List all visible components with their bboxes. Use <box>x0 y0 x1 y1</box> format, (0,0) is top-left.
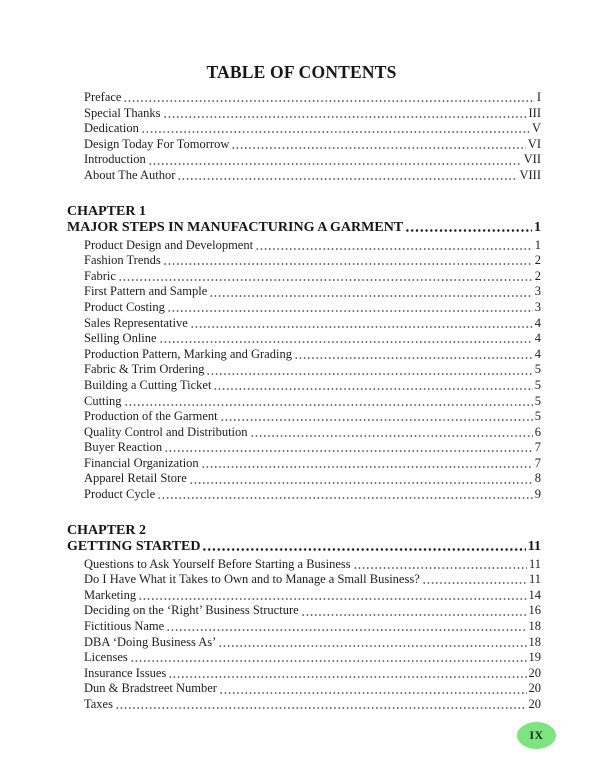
toc-entry <box>84 666 541 682</box>
toc-entry-page: 20 <box>528 697 541 711</box>
toc-leader-dots <box>207 284 535 300</box>
toc-leader-dots <box>216 635 528 651</box>
toc-entry-label: Product Design and Development <box>84 237 254 252</box>
toc-entry <box>84 168 541 184</box>
toc-leader-dots <box>403 220 534 236</box>
toc-entry <box>84 121 541 137</box>
toc-entry-label: Fashion Trends <box>84 253 161 268</box>
toc-entry-label: Preface <box>84 90 122 104</box>
toc-entry-page: 1 <box>534 237 541 252</box>
toc-entry <box>84 238 541 254</box>
toc-entry-label: Production Pattern, Marking and Grading <box>84 346 292 361</box>
toc-entry-label: Introduction <box>84 152 146 167</box>
toc-entry-page: 4 <box>534 331 541 346</box>
chapter-label: CHAPTER 1 <box>67 203 146 219</box>
toc-entry-page: 20 <box>528 681 541 696</box>
toc-entry-page: VI <box>527 136 541 151</box>
toc-leader-dots <box>164 619 528 635</box>
toc-leader-dots <box>248 425 535 441</box>
toc-entry <box>84 394 541 410</box>
toc-entry <box>84 572 541 588</box>
toc-entry-page: 20 <box>528 665 541 680</box>
page-number-badge <box>517 722 556 749</box>
chapter-title: GETTING STARTED <box>67 538 201 554</box>
toc-entry <box>84 269 541 285</box>
toc-entry-label: Quality Control and Distribution <box>84 424 248 439</box>
toc-leader-dots <box>211 378 534 394</box>
toc-entry <box>84 331 541 347</box>
toc-leader-dots <box>253 238 535 254</box>
toc-entry-label: Fictitious Name <box>84 619 165 634</box>
toc-leader-dots <box>155 487 535 503</box>
toc-entry-page: 7 <box>534 440 541 455</box>
chapter-title-row <box>67 539 541 555</box>
chapter-entries <box>0 238 603 503</box>
toc-entry-label: Deciding on the ‘Right’ Business Structure <box>84 603 299 618</box>
toc-leader-dots <box>136 588 528 604</box>
toc-entry-page: 4 <box>534 346 541 361</box>
toc-entry <box>84 300 541 316</box>
toc-entry-label: Sales Representative <box>84 315 188 330</box>
toc-leader-dots <box>122 394 535 410</box>
toc-entry <box>84 487 541 503</box>
toc-entry-page: 4 <box>534 315 541 330</box>
toc-entry-label: About The Author <box>84 167 176 182</box>
toc-entry-label: Selling Online <box>84 331 157 346</box>
toc-leader-dots <box>420 572 529 588</box>
toc-leader-dots <box>200 539 527 555</box>
toc-entry-label: Buyer Reaction <box>84 440 163 455</box>
toc-entry <box>84 316 541 332</box>
toc-entry <box>84 409 541 425</box>
toc-entry-page: V <box>531 121 541 136</box>
toc-entry-page: 18 <box>528 634 541 649</box>
toc-entry-label: Product Cycle <box>84 487 156 502</box>
toc-entry-page: 9 <box>534 487 541 502</box>
toc-leader-dots <box>128 650 529 666</box>
toc-entry-page: 18 <box>528 619 541 634</box>
toc-entry-page: 5 <box>534 409 541 424</box>
toc-entry-label: Insurance Issues <box>84 665 167 680</box>
toc-entry <box>84 362 541 378</box>
toc-entry-page: VII <box>523 152 541 167</box>
chapter-section <box>0 204 603 503</box>
toc-leader-dots <box>121 90 536 106</box>
toc-entry <box>84 603 541 619</box>
toc-entry-label: First Pattern and Sample <box>84 284 208 299</box>
toc-entry <box>84 635 541 651</box>
toc-entry <box>84 378 541 394</box>
toc-leader-dots <box>199 456 535 472</box>
toc-leader-dots <box>157 331 535 347</box>
toc-entry-page: 2 <box>534 253 541 268</box>
toc-entry-label: Design Today For Tomorrow <box>84 136 230 151</box>
toc-leader-dots <box>146 152 524 168</box>
toc-leader-dots <box>292 347 535 363</box>
toc-entry <box>84 90 541 106</box>
toc-entry-page: 5 <box>534 377 541 392</box>
toc-entry-label: Dun & Bradstreet Number <box>84 681 217 696</box>
chapter-title-row <box>67 220 541 236</box>
toc-entry-page: 14 <box>528 587 541 602</box>
front-matter-section <box>0 90 603 184</box>
toc-entry-label: Questions to Ask Yourself Before Starting a Business <box>84 556 351 571</box>
toc-entry-label: Product Costing <box>84 299 165 314</box>
toc-entry <box>84 425 541 441</box>
toc-entry-page: 7 <box>534 455 541 470</box>
toc-entry-page: 19 <box>528 650 541 665</box>
toc-entry-label: Building a Cutting Ticket <box>84 377 212 392</box>
page-number: IX <box>529 729 544 742</box>
toc-entry-label: Dedication <box>84 121 139 136</box>
toc-entry-label: Cutting <box>84 393 122 408</box>
toc-entry-label: Apparel Retail Store <box>84 471 187 486</box>
chapter-title: MAJOR STEPS IN MANUFACTURING A GARMENT <box>67 219 404 235</box>
toc-entry-label: Financial Organization <box>84 455 199 470</box>
toc-leader-dots <box>217 681 529 697</box>
toc-entry-label: Fabric & Trim Ordering <box>84 362 205 377</box>
toc-leader-dots <box>166 666 528 682</box>
toc-entry-page: 2 <box>534 268 541 283</box>
toc-leader-dots <box>175 168 519 184</box>
chapter-page: 1 <box>534 219 541 235</box>
toc-entry-page: VIII <box>519 167 541 182</box>
toc-entry <box>84 588 541 604</box>
toc-entry <box>84 697 541 713</box>
toc-entry-page: I <box>536 90 541 104</box>
toc-entry <box>84 681 541 697</box>
toc-entry <box>84 106 541 122</box>
toc-entry <box>84 557 541 573</box>
toc-entry-label: Production of the Garment <box>84 409 218 424</box>
toc-leader-dots <box>204 362 534 378</box>
toc-entry-page: 16 <box>528 603 541 618</box>
toc-entry <box>84 152 541 168</box>
toc-leader-dots <box>229 137 527 153</box>
toc-entry-page: III <box>528 105 541 120</box>
chapter-section <box>0 523 603 713</box>
toc-entry <box>84 137 541 153</box>
toc-entry-label: DBA ‘Doing Business As’ <box>84 634 217 649</box>
toc-entry-page: 6 <box>534 424 541 439</box>
toc-leader-dots <box>299 603 529 619</box>
toc-entry-page: 5 <box>534 393 541 408</box>
toc-entry-label: Taxes <box>84 697 113 711</box>
toc-entry-page: 3 <box>534 299 541 314</box>
toc-entry <box>84 347 541 363</box>
toc-entry-label: Fabric <box>84 268 116 283</box>
toc-entry-label: Special Thanks <box>84 105 161 120</box>
toc-entry <box>84 619 541 635</box>
toc-entry <box>84 471 541 487</box>
toc-entry <box>84 284 541 300</box>
chapters-container <box>0 204 603 713</box>
toc-entry-label: Licenses <box>84 650 128 665</box>
toc-leader-dots <box>116 269 535 285</box>
toc-entry <box>84 253 541 269</box>
chapter-entries <box>0 557 603 713</box>
toc-entry-page: 8 <box>534 471 541 486</box>
toc-leader-dots <box>188 316 535 332</box>
toc-leader-dots <box>165 300 535 316</box>
toc-entry <box>84 650 541 666</box>
toc-leader-dots <box>351 557 529 573</box>
toc-leader-dots <box>162 440 535 456</box>
toc-entry-label: Marketing <box>84 587 137 602</box>
toc-entry <box>84 456 541 472</box>
page-title: TABLE OF CONTENTS <box>206 62 397 82</box>
toc-entry-page: 3 <box>534 284 541 299</box>
toc-leader-dots <box>218 409 535 425</box>
chapter-label: CHAPTER 2 <box>67 522 146 538</box>
toc-leader-dots <box>187 471 535 487</box>
toc-leader-dots <box>161 253 535 269</box>
toc-leader-dots <box>113 697 529 713</box>
toc-entry-page: 5 <box>534 362 541 377</box>
toc-entry-page: 11 <box>528 556 541 571</box>
toc-entry <box>84 440 541 456</box>
toc-entry-page: 11 <box>528 572 541 587</box>
toc-leader-dots <box>161 106 529 122</box>
toc-leader-dots <box>139 121 532 137</box>
chapter-page: 11 <box>527 538 541 554</box>
toc-entry-label: Do I Have What it Takes to Own and to Manage a Small Business? <box>84 572 420 587</box>
